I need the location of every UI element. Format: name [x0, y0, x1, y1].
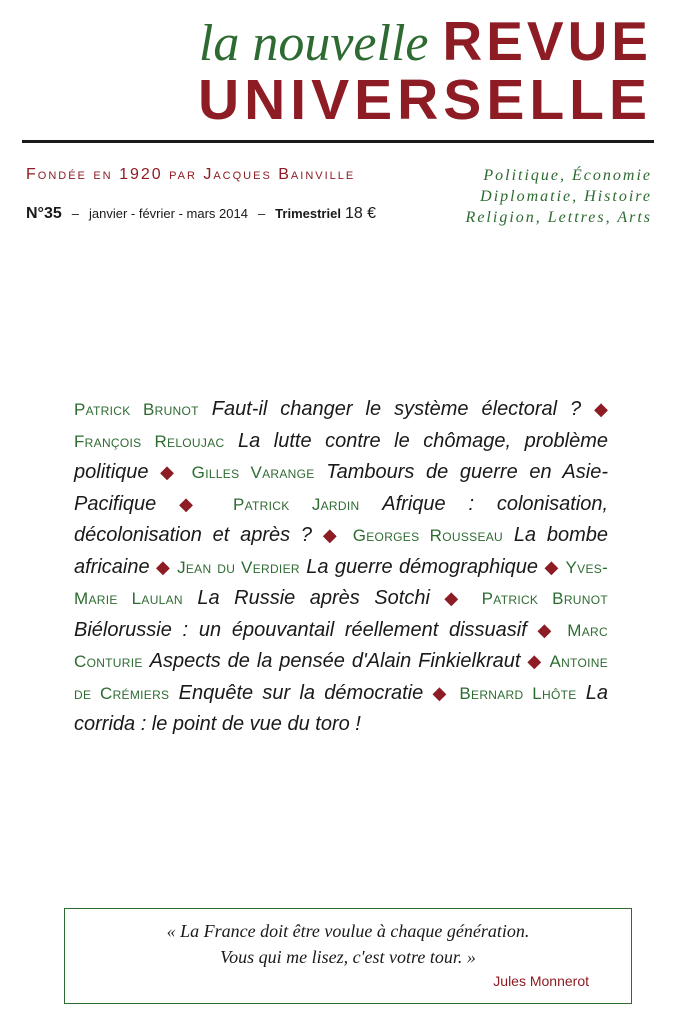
diamond-separator-icon: ◆ — [594, 399, 608, 419]
diamond-separator-icon: ◆ — [160, 462, 181, 482]
toc-title: Biélorussie : un épouvantail réellement dissuasif — [74, 618, 527, 641]
diamond-separator-icon: ◆ — [444, 588, 468, 608]
diamond-separator-icon: ◆ — [179, 493, 211, 514]
toc-author: Patrick Brunot — [74, 400, 199, 419]
quote-box — [64, 908, 632, 1004]
toc-title: Faut-il changer le système électoral ? — [211, 398, 582, 420]
issue-dates: janvier - février - mars 2014 — [88, 206, 248, 221]
issue-periodicity: Trimestriel — [275, 206, 341, 221]
diamond-separator-icon: ◆ — [537, 619, 557, 640]
toc-author: Bernard Lhôte — [459, 683, 577, 703]
founded-line: Fondée en 1920 par Jacques Bainville — [26, 166, 356, 183]
toc-title: La Russie après Sotchi — [197, 587, 430, 609]
subject-line: Religion, Lettres, Arts — [465, 209, 652, 226]
quote-line: « La France doit être voulue à chaque génération. — [166, 921, 530, 941]
toc-title: La guerre démographique — [306, 555, 539, 578]
issue-dash: – — [71, 206, 79, 221]
diamond-separator-icon: ◆ — [156, 556, 171, 577]
diamond-separator-icon: ◆ — [527, 651, 543, 671]
quote-line: Vous qui me lisez, c'est votre tour. » — [220, 947, 476, 967]
subject-line: Politique, Économie — [483, 167, 652, 184]
toc-title: La corrida : le point de vue du toro ! — [74, 681, 609, 735]
toc-author: Georges Rousseau — [352, 526, 504, 545]
diamond-separator-icon: ◆ — [432, 682, 451, 703]
toc-title: Aspects de la pensée d'Alain Finkielkraut — [149, 650, 521, 672]
diamond-separator-icon: ◆ — [544, 556, 560, 577]
toc-author: Yves-Marie Laulan — [74, 557, 609, 608]
issue-line — [26, 205, 376, 223]
diamond-separator-icon: ◆ — [322, 525, 342, 545]
toc-author: Patrick Jardin — [233, 494, 360, 514]
toc-author: Jean du Verdier — [177, 557, 300, 577]
toc-title: La bombe africaine — [74, 524, 608, 578]
masthead-title-line1 — [198, 10, 652, 72]
quote-author: Jules Monnerot — [493, 973, 589, 989]
issue-dash: – — [257, 206, 266, 221]
table-of-contents — [74, 394, 608, 741]
masthead — [0, 0, 688, 140]
toc-title: La lutte contre le chômage, problème politique — [74, 429, 608, 483]
issue-price: 18 € — [344, 205, 377, 222]
toc-title: Tambours de guerre en Asie-Pacifique — [74, 461, 609, 515]
toc-author: Antoine de Crémiers — [74, 652, 609, 703]
toc-title: Enquête sur la démocratie — [178, 681, 424, 704]
title-universelle: UNIVERSELLE — [197, 68, 652, 132]
issue-number: N°35 — [26, 205, 62, 222]
toc-author: François Reloujac — [74, 431, 225, 451]
toc-author: Gilles Varange — [191, 463, 315, 482]
title-la-nouvelle: la nouvelle — [198, 15, 429, 72]
subjects-list — [412, 165, 652, 228]
masthead-divider — [22, 140, 654, 143]
title-revue: REVUE — [442, 10, 652, 72]
toc-author: Patrick Brunot — [481, 589, 608, 608]
toc-title: Afrique : colonisation, décolonisation et après ? — [74, 492, 608, 546]
toc-author: Marc Conturie — [74, 620, 608, 671]
subject-line: Diplomatie, Histoire — [480, 188, 652, 205]
